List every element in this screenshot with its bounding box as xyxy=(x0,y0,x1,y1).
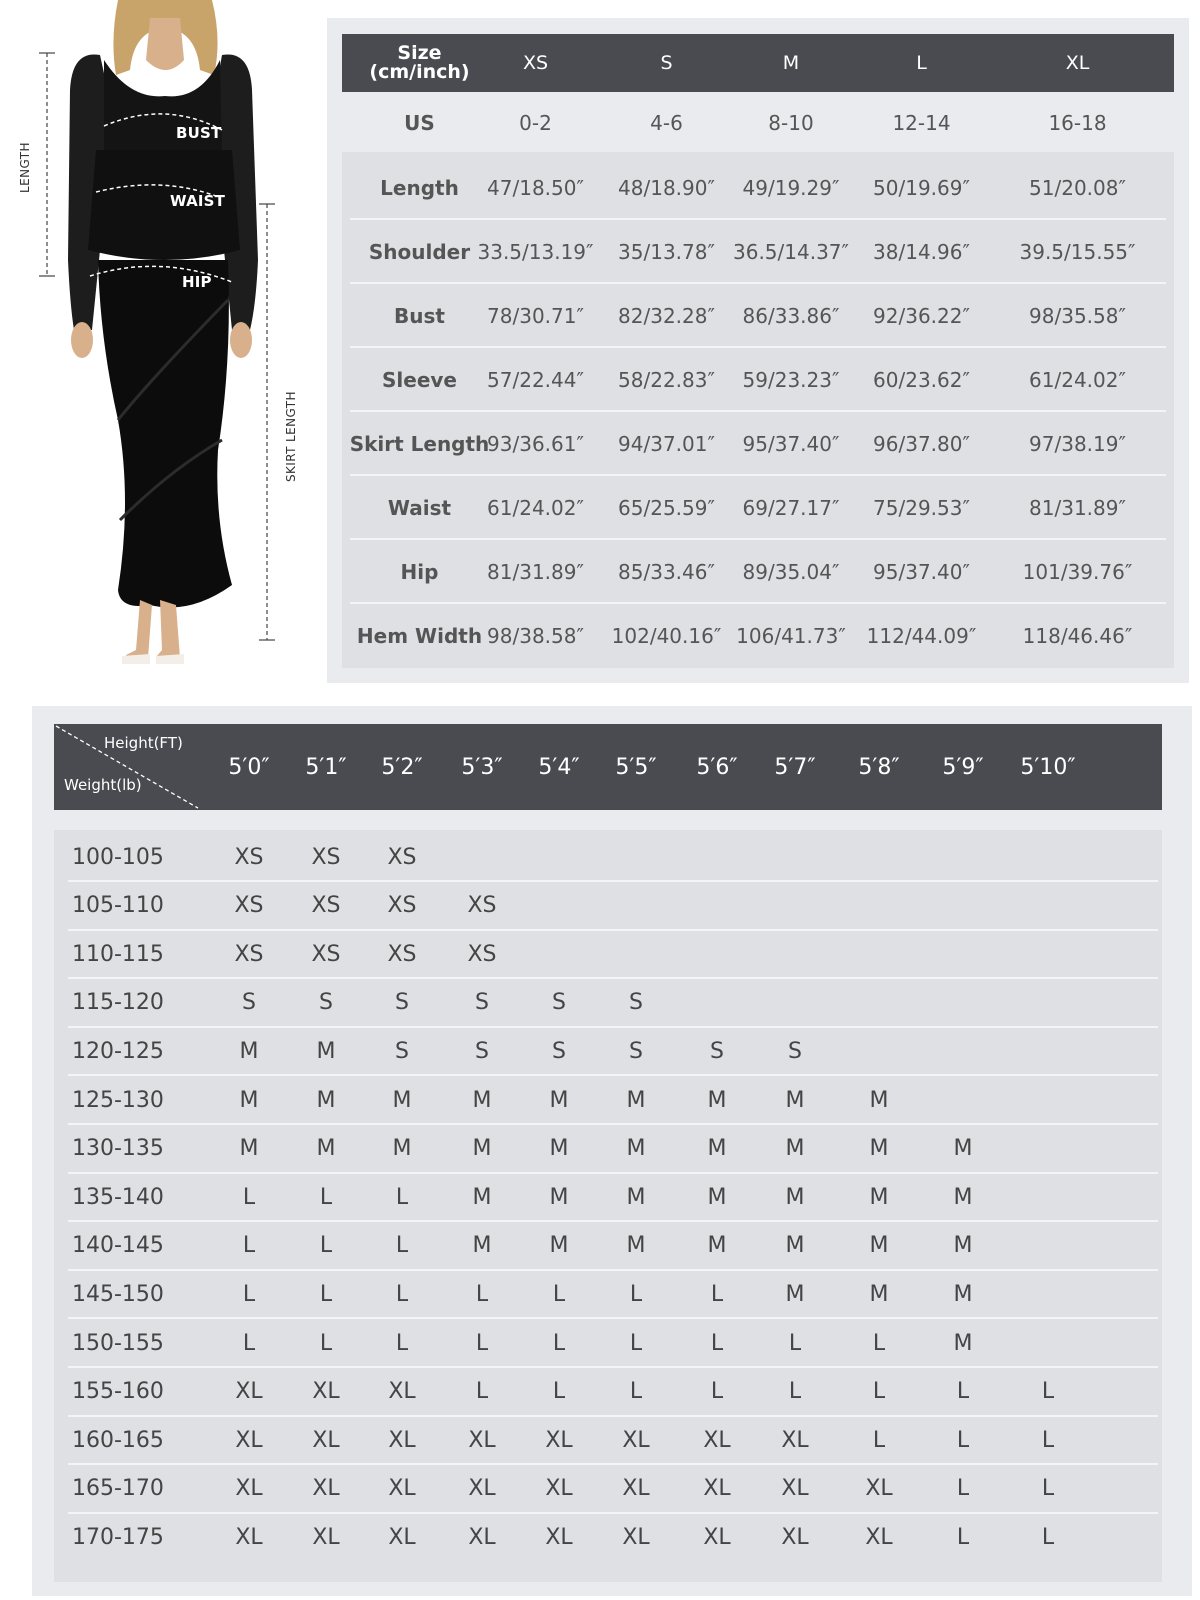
fit-size-cell: XL xyxy=(235,1427,263,1453)
fit-size-cell xyxy=(841,929,917,979)
fit-chart-row xyxy=(54,1318,1162,1368)
fit-size-cell: XL xyxy=(703,1476,731,1502)
fit-size-cell: L xyxy=(956,1379,970,1405)
fit-chart-row xyxy=(54,978,1162,1028)
measurement-value: 61/24.02″ xyxy=(1029,368,1126,392)
fit-size-cell: L xyxy=(710,1281,724,1307)
fit-size-cell: L xyxy=(1041,1379,1055,1405)
fit-size-cell xyxy=(1010,1269,1086,1319)
fit-size-cell: L xyxy=(475,1379,489,1405)
fit-size-cell: L xyxy=(319,1184,333,1210)
weight-range-label: 100-105 xyxy=(72,844,164,870)
fit-size-cell: XS xyxy=(311,893,341,919)
fit-size-cell: L xyxy=(1041,1524,1055,1550)
measurement-label: Shoulder xyxy=(368,240,471,264)
measurement-value: 82/32.28″ xyxy=(618,304,715,328)
measurement-value: 95/37.40″ xyxy=(742,432,840,456)
fit-size-cell: XL xyxy=(545,1427,573,1453)
height-header-cell: 5′3″ xyxy=(461,754,503,780)
fit-size-cell xyxy=(1010,1172,1086,1222)
fit-size-cell: M xyxy=(239,1087,259,1113)
fit-chart-row xyxy=(54,1464,1162,1514)
fit-size-cell: S xyxy=(475,1038,489,1064)
size-header-cell: XS xyxy=(522,51,549,74)
fit-size-cell xyxy=(925,1026,1001,1076)
fit-size-cell: XL xyxy=(703,1524,731,1550)
measurement-row xyxy=(342,476,1174,540)
measurement-label: Length xyxy=(380,176,459,200)
fit-size-cell: XL xyxy=(468,1476,496,1502)
fit-size-cell: XS xyxy=(467,941,497,967)
measurement-row xyxy=(342,604,1174,668)
measurement-value: 65/25.59″ xyxy=(618,496,715,520)
fit-size-cell: XL xyxy=(312,1476,340,1502)
fit-size-cell: L xyxy=(395,1330,409,1356)
measurement-value: 98/38.58″ xyxy=(487,624,584,648)
measurement-value: 35/13.78″ xyxy=(618,240,715,264)
fit-size-cell: L xyxy=(395,1233,409,1259)
measurement-value: 36.5/14.37″ xyxy=(733,240,849,264)
fit-chart-row xyxy=(54,881,1162,931)
fit-size-cell: XL xyxy=(865,1524,893,1550)
fit-size-cell: M xyxy=(316,1038,336,1064)
length-label: LENGTH xyxy=(18,142,32,193)
height-header-cell: 5′7″ xyxy=(774,754,816,780)
fit-size-cell: XL xyxy=(622,1476,650,1502)
fit-size-cell: XL xyxy=(545,1476,573,1502)
measurement-value: 81/31.89″ xyxy=(487,560,584,584)
fit-size-cell xyxy=(757,832,833,882)
weight-range-label: 130-135 xyxy=(72,1136,164,1162)
fit-size-cell: XS xyxy=(234,844,264,870)
measurement-row xyxy=(342,284,1174,348)
fit-size-cell xyxy=(444,832,520,882)
fit-chart-row xyxy=(54,1269,1162,1319)
us-size-cell: 16-18 xyxy=(1048,111,1107,135)
height-header-cell: 5′8″ xyxy=(858,754,900,780)
fit-size-cell: XL xyxy=(388,1427,416,1453)
fit-size-cell xyxy=(841,1026,917,1076)
fit-size-cell: XS xyxy=(311,844,341,870)
measurement-value: 89/35.04″ xyxy=(742,560,840,584)
fit-size-cell: M xyxy=(869,1184,889,1210)
us-row-label: US xyxy=(404,111,435,135)
fit-size-cell: L xyxy=(242,1281,256,1307)
fit-size-cell: M xyxy=(707,1087,727,1113)
measurement-value: 95/37.40″ xyxy=(873,560,970,584)
fit-size-cell: L xyxy=(956,1524,970,1550)
size-header-cell: XL xyxy=(1065,51,1090,74)
measurement-value: 86/33.86″ xyxy=(742,304,840,328)
fit-size-cell xyxy=(841,832,917,882)
fit-size-cell: M xyxy=(707,1184,727,1210)
height-header-cell: 5′6″ xyxy=(696,754,738,780)
fit-size-cell: M xyxy=(239,1038,259,1064)
fit-size-cell: M xyxy=(785,1184,805,1210)
fit-size-cell: M xyxy=(316,1136,336,1162)
fit-size-cell xyxy=(925,832,1001,882)
fit-size-cell: L xyxy=(872,1330,886,1356)
measurement-value: 93/36.61″ xyxy=(487,432,584,456)
fit-size-cell: L xyxy=(872,1427,886,1453)
measurement-value: 69/27.17″ xyxy=(742,496,840,520)
fit-size-cell: S xyxy=(629,1038,643,1064)
fit-size-cell: XL xyxy=(781,1524,809,1550)
fit-size-cell: M xyxy=(785,1087,805,1113)
fit-size-cell: M xyxy=(472,1087,492,1113)
measurement-rows xyxy=(342,152,1174,668)
fit-size-cell: XL xyxy=(312,1524,340,1550)
fit-size-cell: S xyxy=(710,1038,724,1064)
fit-size-cell: L xyxy=(552,1330,566,1356)
weight-range-label: 135-140 xyxy=(72,1184,164,1210)
measurement-label: Waist xyxy=(387,496,452,520)
measurement-row xyxy=(342,220,1174,284)
fit-size-cell: L xyxy=(629,1281,643,1307)
fit-size-cell: L xyxy=(475,1281,489,1307)
fit-size-cell: S xyxy=(395,990,409,1016)
weight-axis-label: Weight(lb) xyxy=(64,776,142,794)
fit-size-cell: L xyxy=(552,1281,566,1307)
fit-size-cell xyxy=(1010,832,1086,882)
height-header-cell: 5′0″ xyxy=(228,754,270,780)
fit-size-cell: M xyxy=(869,1233,889,1259)
fit-chart xyxy=(32,706,1192,1596)
measurement-value: 118/46.46″ xyxy=(1022,624,1133,648)
fit-size-cell: M xyxy=(953,1330,973,1356)
height-header-cell: 5′4″ xyxy=(538,754,580,780)
fit-size-cell: L xyxy=(242,1233,256,1259)
fit-chart-row xyxy=(54,1415,1162,1465)
measurement-value: 49/19.29″ xyxy=(742,176,840,200)
weight-range-label: 115-120 xyxy=(72,990,164,1016)
fit-size-cell xyxy=(925,929,1001,979)
fit-size-cell xyxy=(925,978,1001,1028)
us-size-cell: 8-10 xyxy=(768,111,814,135)
us-size-cell: 0-2 xyxy=(519,111,552,135)
measurement-label: Hem Width xyxy=(356,624,483,648)
fit-size-cell: L xyxy=(629,1330,643,1356)
height-header-cell: 5′10″ xyxy=(1020,754,1076,780)
height-header-cell: 5′5″ xyxy=(615,754,657,780)
measurement-value: 57/22.44″ xyxy=(487,368,584,392)
size-table-header xyxy=(342,34,1174,92)
fit-size-cell: M xyxy=(549,1233,569,1259)
measurement-value: 47/18.50″ xyxy=(487,176,584,200)
fit-size-cell: XL xyxy=(781,1476,809,1502)
fit-size-cell: L xyxy=(1041,1427,1055,1453)
measurement-value: 97/38.19″ xyxy=(1029,432,1126,456)
us-size-cell: 4-6 xyxy=(650,111,683,135)
fit-size-cell: L xyxy=(956,1476,970,1502)
fit-size-cell: L xyxy=(242,1330,256,1356)
fit-size-cell: XL xyxy=(388,1379,416,1405)
fit-size-cell xyxy=(757,929,833,979)
fit-size-cell xyxy=(1010,1221,1086,1271)
fit-size-cell xyxy=(757,881,833,931)
fit-chart-row xyxy=(54,1075,1162,1125)
fit-size-cell: L xyxy=(710,1330,724,1356)
fit-size-cell: XS xyxy=(387,893,417,919)
fit-size-cell: M xyxy=(785,1233,805,1259)
bust-label: BUST xyxy=(176,124,222,142)
fit-chart-row xyxy=(54,1512,1162,1562)
size-header-cell: L xyxy=(916,51,927,74)
fit-size-cell: XL xyxy=(865,1476,893,1502)
fit-size-cell xyxy=(598,832,674,882)
measurement-value: 81/31.89″ xyxy=(1029,496,1126,520)
fit-size-cell: XL xyxy=(468,1524,496,1550)
fit-size-cell xyxy=(925,1075,1001,1125)
weight-range-label: 165-170 xyxy=(72,1476,164,1502)
fit-size-cell: M xyxy=(869,1281,889,1307)
fit-size-cell: L xyxy=(475,1330,489,1356)
fit-size-cell: M xyxy=(239,1136,259,1162)
waist-label: WAIST xyxy=(170,192,226,210)
fit-size-cell: M xyxy=(707,1233,727,1259)
weight-range-label: 125-130 xyxy=(72,1087,164,1113)
fit-size-cell xyxy=(598,881,674,931)
measurement-value: 38/14.96″ xyxy=(873,240,970,264)
measurement-value: 98/35.58″ xyxy=(1029,304,1126,328)
measurement-label: Skirt Length xyxy=(349,432,490,456)
fit-size-cell: XS xyxy=(387,844,417,870)
size-header-cell: M xyxy=(782,51,800,74)
fit-size-cell: M xyxy=(626,1233,646,1259)
weight-range-label: 170-175 xyxy=(72,1524,164,1550)
measurement-value: 60/23.62″ xyxy=(873,368,970,392)
fit-size-cell: XL xyxy=(312,1379,340,1405)
fit-chart-row xyxy=(54,1026,1162,1076)
fit-size-cell: L xyxy=(1041,1476,1055,1502)
fit-size-cell xyxy=(757,978,833,1028)
height-header-cell: 5′9″ xyxy=(942,754,984,780)
fit-size-cell: L xyxy=(710,1379,724,1405)
fit-size-cell: XL xyxy=(388,1476,416,1502)
fit-size-cell: S xyxy=(552,1038,566,1064)
model-illustration xyxy=(0,0,310,690)
fit-size-cell xyxy=(841,881,917,931)
fit-size-cell xyxy=(1010,1026,1086,1076)
fit-size-cell: XS xyxy=(234,893,264,919)
measurement-value: 85/33.46″ xyxy=(618,560,715,584)
fit-size-cell: XS xyxy=(234,941,264,967)
weight-range-label: 145-150 xyxy=(72,1281,164,1307)
fit-size-cell: M xyxy=(626,1184,646,1210)
weight-range-label: 155-160 xyxy=(72,1379,164,1405)
fit-size-cell: M xyxy=(472,1184,492,1210)
fit-size-cell xyxy=(521,881,597,931)
measurement-value: 59/23.23″ xyxy=(742,368,840,392)
measurement-value: 94/37.01″ xyxy=(618,432,715,456)
fit-size-cell: L xyxy=(788,1379,802,1405)
fit-size-cell: M xyxy=(472,1136,492,1162)
fit-chart-row xyxy=(54,832,1162,882)
fit-chart-row xyxy=(54,1221,1162,1271)
measurement-value: 102/40.16″ xyxy=(611,624,722,648)
fit-size-cell: M xyxy=(392,1087,412,1113)
fit-size-cell: XL xyxy=(622,1427,650,1453)
fit-size-cell: L xyxy=(319,1233,333,1259)
measurement-value: 33.5/13.19″ xyxy=(477,240,594,264)
fit-size-cell: XL xyxy=(468,1427,496,1453)
fit-size-cell: M xyxy=(869,1087,889,1113)
fit-size-cell xyxy=(521,832,597,882)
measurement-value: 58/22.83″ xyxy=(618,368,715,392)
fit-chart-row xyxy=(54,1124,1162,1174)
fit-size-cell: XS xyxy=(387,941,417,967)
height-axis-label: Height(FT) xyxy=(104,734,183,752)
measurement-value: 112/44.09″ xyxy=(866,624,977,648)
fit-size-cell: XL xyxy=(235,1476,263,1502)
fit-size-cell: L xyxy=(395,1281,409,1307)
fit-size-cell: S xyxy=(475,990,489,1016)
fit-size-cell xyxy=(679,881,755,931)
weight-range-label: 120-125 xyxy=(72,1038,164,1064)
fit-chart-row xyxy=(54,929,1162,979)
measurement-value: 50/19.69″ xyxy=(873,176,970,200)
fit-size-cell: S xyxy=(319,990,333,1016)
fit-size-cell xyxy=(1010,1318,1086,1368)
weight-range-label: 150-155 xyxy=(72,1330,164,1356)
fit-size-cell: M xyxy=(549,1184,569,1210)
fit-chart-row xyxy=(54,1172,1162,1222)
fit-size-cell: XL xyxy=(235,1379,263,1405)
measurement-value: 51/20.08″ xyxy=(1029,176,1126,200)
measurement-value: 101/39.76″ xyxy=(1022,560,1133,584)
fit-size-cell xyxy=(679,832,755,882)
fit-size-cell: M xyxy=(785,1281,805,1307)
fit-size-cell: M xyxy=(953,1136,973,1162)
fit-size-cell: XL xyxy=(312,1427,340,1453)
fit-size-cell xyxy=(598,929,674,979)
skirt-length-label: SKIRT LENGTH xyxy=(284,391,298,482)
fit-size-cell: L xyxy=(242,1184,256,1210)
us-size-cell: 12-14 xyxy=(892,111,951,135)
size-table xyxy=(327,18,1189,683)
fit-size-cell: L xyxy=(956,1427,970,1453)
fit-size-cell xyxy=(1010,978,1086,1028)
weight-range-label: 160-165 xyxy=(72,1427,164,1453)
fit-chart-row xyxy=(54,1367,1162,1417)
fit-size-cell: M xyxy=(953,1233,973,1259)
measurement-row xyxy=(342,412,1174,476)
fit-chart-body xyxy=(54,830,1162,1582)
fit-size-cell: M xyxy=(549,1087,569,1113)
fit-size-cell: L xyxy=(319,1281,333,1307)
measurement-label: Hip xyxy=(400,560,439,584)
fit-size-cell: XL xyxy=(235,1524,263,1550)
fit-size-cell xyxy=(841,978,917,1028)
measurement-row xyxy=(342,156,1174,220)
measurement-label: Bust xyxy=(394,304,445,328)
model-figure xyxy=(0,0,310,690)
fit-size-cell: M xyxy=(869,1136,889,1162)
measurement-value: 75/29.53″ xyxy=(873,496,970,520)
fit-size-cell: XL xyxy=(545,1524,573,1550)
fit-size-cell xyxy=(679,978,755,1028)
measurement-row xyxy=(342,348,1174,412)
measurement-row xyxy=(342,540,1174,604)
measurement-value: 39.5/15.55″ xyxy=(1019,240,1136,264)
fit-size-cell xyxy=(679,929,755,979)
fit-size-cell: M xyxy=(626,1087,646,1113)
measurement-value: 96/37.80″ xyxy=(873,432,970,456)
fit-size-cell: M xyxy=(953,1281,973,1307)
measurement-value: 61/24.02″ xyxy=(487,496,584,520)
fit-size-cell xyxy=(925,881,1001,931)
height-header-cell: 5′1″ xyxy=(305,754,347,780)
fit-size-cell: M xyxy=(392,1136,412,1162)
fit-size-cell: L xyxy=(552,1379,566,1405)
size-header-label: Size (cm/inch) xyxy=(369,42,470,83)
measurement-value: 106/41.73″ xyxy=(736,624,846,648)
height-header-cell: 5′2″ xyxy=(381,754,423,780)
fit-size-cell: S xyxy=(552,990,566,1016)
measurement-value: 78/30.71″ xyxy=(487,304,584,328)
fit-size-cell: S xyxy=(788,1038,802,1064)
fit-size-cell: XL xyxy=(388,1524,416,1550)
measurement-value: 48/18.90″ xyxy=(618,176,715,200)
fit-size-cell: XS xyxy=(311,941,341,967)
fit-size-cell: L xyxy=(788,1330,802,1356)
fit-size-cell: L xyxy=(872,1379,886,1405)
fit-size-cell: M xyxy=(785,1136,805,1162)
fit-size-cell xyxy=(1010,929,1086,979)
fit-size-cell: M xyxy=(626,1136,646,1162)
fit-size-cell: M xyxy=(549,1136,569,1162)
weight-range-label: 140-145 xyxy=(72,1233,164,1259)
fit-size-cell: S xyxy=(629,990,643,1016)
fit-size-cell: L xyxy=(395,1184,409,1210)
fit-size-cell: M xyxy=(316,1087,336,1113)
size-header-cell: S xyxy=(660,51,673,74)
fit-size-cell: M xyxy=(707,1136,727,1162)
fit-size-cell: S xyxy=(242,990,256,1016)
fit-size-cell xyxy=(521,929,597,979)
measurement-value: 92/36.22″ xyxy=(873,304,970,328)
fit-size-cell: XL xyxy=(622,1524,650,1550)
fit-size-cell: L xyxy=(629,1379,643,1405)
fit-size-cell xyxy=(1010,881,1086,931)
fit-size-cell: L xyxy=(319,1330,333,1356)
fit-size-cell: M xyxy=(953,1184,973,1210)
hip-label: HIP xyxy=(182,273,212,291)
fit-size-cell: S xyxy=(395,1038,409,1064)
fit-size-cell xyxy=(1010,1075,1086,1125)
fit-chart-header xyxy=(54,724,1162,810)
fit-size-cell: M xyxy=(472,1233,492,1259)
measurement-label: Sleeve xyxy=(382,368,457,392)
fit-size-cell: XS xyxy=(467,893,497,919)
fit-size-cell: XL xyxy=(703,1427,731,1453)
weight-range-label: 110-115 xyxy=(72,941,164,967)
weight-range-label: 105-110 xyxy=(72,893,164,919)
fit-size-cell: XL xyxy=(781,1427,809,1453)
fit-size-cell xyxy=(1010,1124,1086,1174)
